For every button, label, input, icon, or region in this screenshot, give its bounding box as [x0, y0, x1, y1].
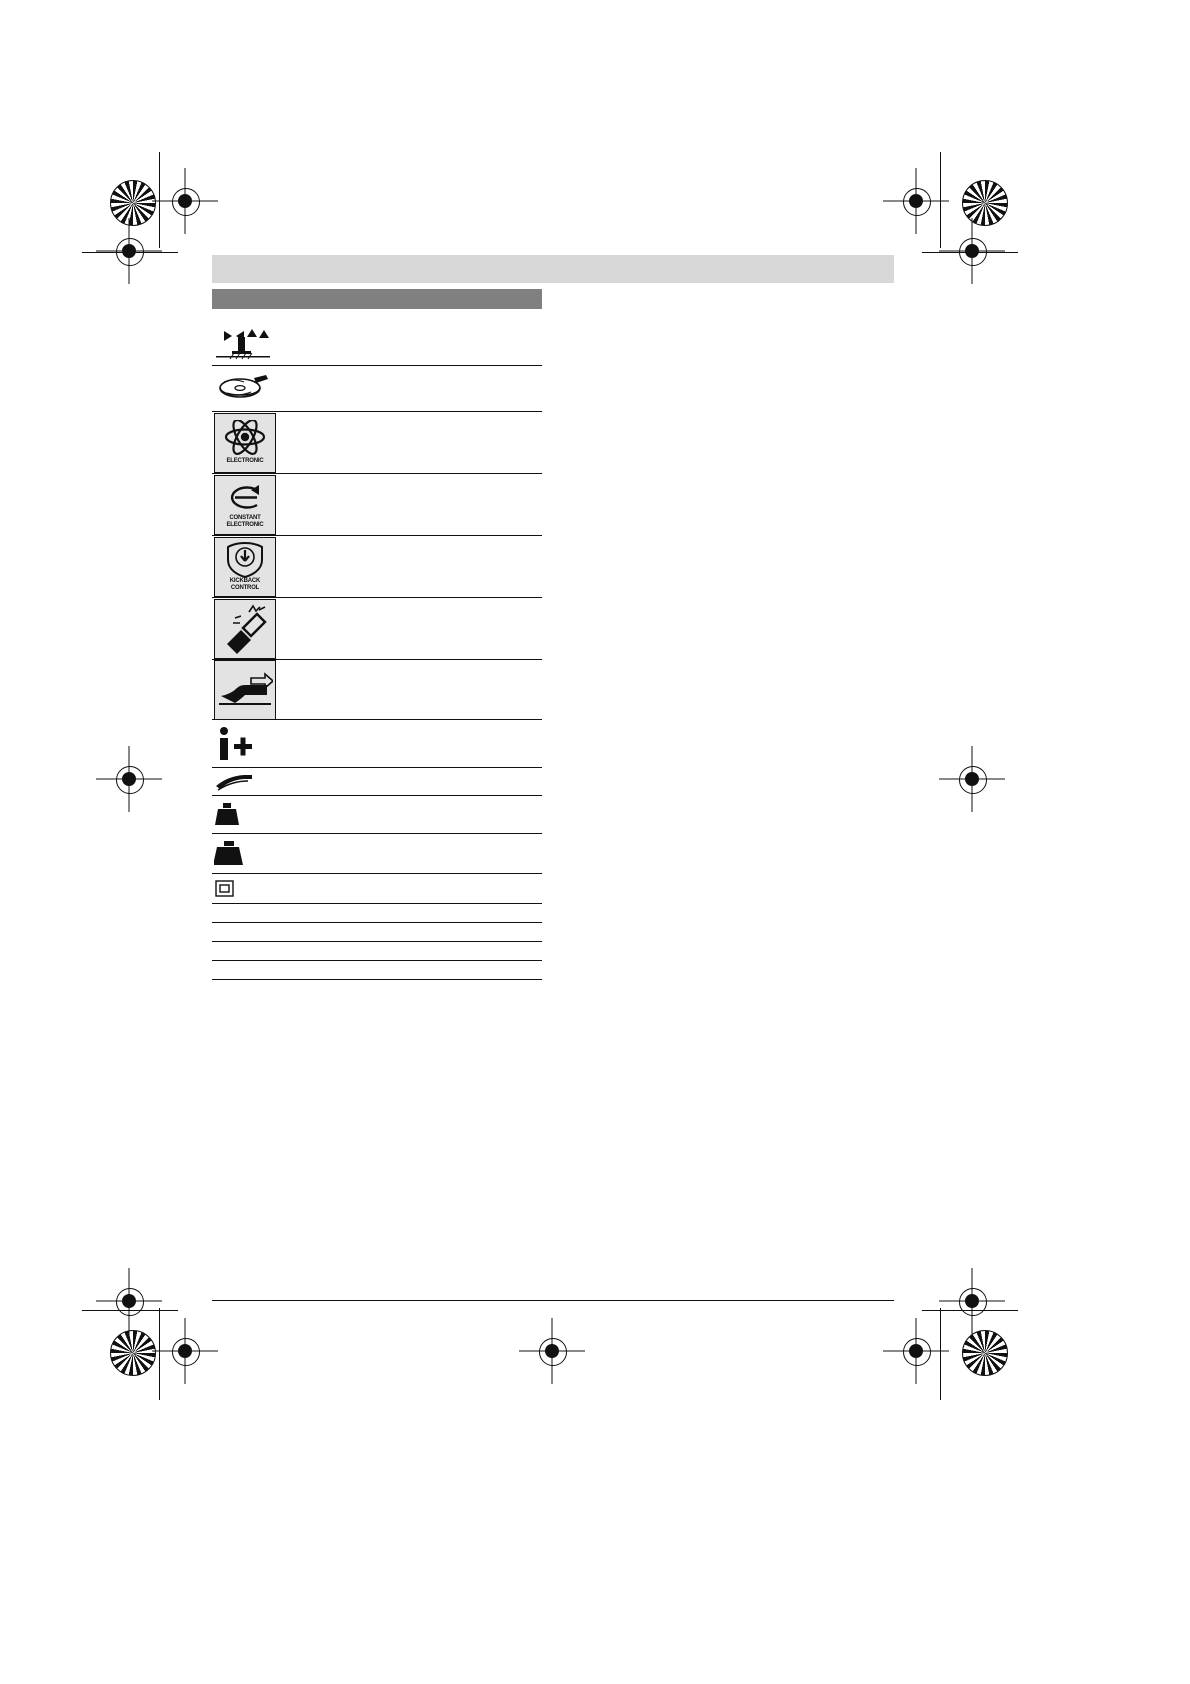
table-row: [212, 412, 542, 474]
icon-cell: [212, 802, 276, 828]
crosshair-mid-left: [110, 760, 148, 798]
icon-cell: [212, 537, 276, 597]
crosshair-bottom-center: [533, 1332, 571, 1370]
icon-cell: [212, 372, 276, 406]
trim-line-right-top: [940, 152, 941, 248]
grinding-disc-icon: [214, 372, 276, 406]
table-row: [212, 768, 542, 796]
table-row: [212, 904, 542, 923]
kickback-control-label-line2: CONTROL: [230, 584, 260, 591]
tool-depth-adjust-icon: [214, 327, 276, 361]
crosshair-top-left: [166, 182, 204, 220]
soft-start-icon: [214, 660, 276, 720]
crosshair-top-left-lower: [110, 232, 148, 270]
table-row: [212, 598, 542, 660]
kickback-control-icon: [214, 537, 276, 597]
registration-mark-bottom-right: [962, 1330, 1008, 1376]
crosshair-top-right: [897, 182, 935, 220]
table-row: [212, 366, 542, 412]
trim-line-top-right-horizontal: [922, 252, 1018, 253]
page-footer-rule: [212, 1300, 894, 1301]
info-plus-icon: [214, 726, 276, 762]
electronic-icon: [214, 413, 276, 473]
crosshair-bottom-right-outer: [897, 1332, 935, 1370]
icon-cell: [212, 599, 276, 659]
trim-line-top-left-horizontal: [82, 252, 178, 253]
weight-light-icon: [214, 802, 276, 828]
table-row: [212, 923, 542, 942]
registration-mark-bottom-left: [110, 1330, 156, 1376]
icon-cell: [212, 726, 276, 762]
table-row: [212, 322, 542, 366]
icon-cell: [212, 840, 276, 868]
registration-mark-top-right: [962, 180, 1008, 226]
icon-cell: [212, 475, 276, 535]
crosshair-bottom-left: [110, 1282, 148, 1320]
table-row: [212, 474, 542, 536]
spindle-thread-icon: [214, 772, 276, 792]
trim-line-right-bottom: [940, 1308, 941, 1400]
table-row: [212, 874, 542, 904]
kickback-control-label-line1: KICKBACK: [229, 578, 261, 584]
page-subheader-band: [212, 289, 542, 309]
trim-line-left-top: [159, 152, 160, 248]
crosshair-bottom-right: [953, 1282, 991, 1320]
crosshair-bottom-left-outer: [166, 1332, 204, 1370]
registration-mark-top-left: [110, 180, 156, 226]
protection-class-ii-icon: [214, 879, 276, 899]
electronic-label: ELECTRONIC: [226, 458, 264, 465]
table-row: [212, 796, 542, 834]
icon-cell: [212, 772, 276, 792]
constant-electronic-icon: [214, 475, 276, 535]
icon-cell: [212, 660, 276, 720]
constant-electronic-label-line1: CONSTANT: [229, 515, 261, 521]
table-row: [212, 942, 542, 961]
table-row: [212, 536, 542, 598]
restart-protection-icon: [214, 599, 276, 659]
icon-cell: [212, 879, 276, 899]
specification-table: [212, 322, 542, 980]
page-header-band: [212, 255, 894, 283]
table-row: [212, 834, 542, 874]
weight-heavy-icon: [214, 840, 276, 868]
trim-line-bottom-left-horizontal: [82, 1310, 178, 1311]
crosshair-mid-right: [953, 760, 991, 798]
trim-line-bottom-right-horizontal: [922, 1310, 1018, 1311]
table-row: [212, 961, 542, 980]
table-row: [212, 660, 542, 720]
icon-cell: [212, 413, 276, 473]
table-row: [212, 720, 542, 768]
icon-cell: [212, 327, 276, 361]
trim-line-left-bottom: [159, 1308, 160, 1400]
crosshair-top-right-lower: [953, 232, 991, 270]
constant-electronic-label-line2: ELECTRONIC: [226, 521, 264, 528]
